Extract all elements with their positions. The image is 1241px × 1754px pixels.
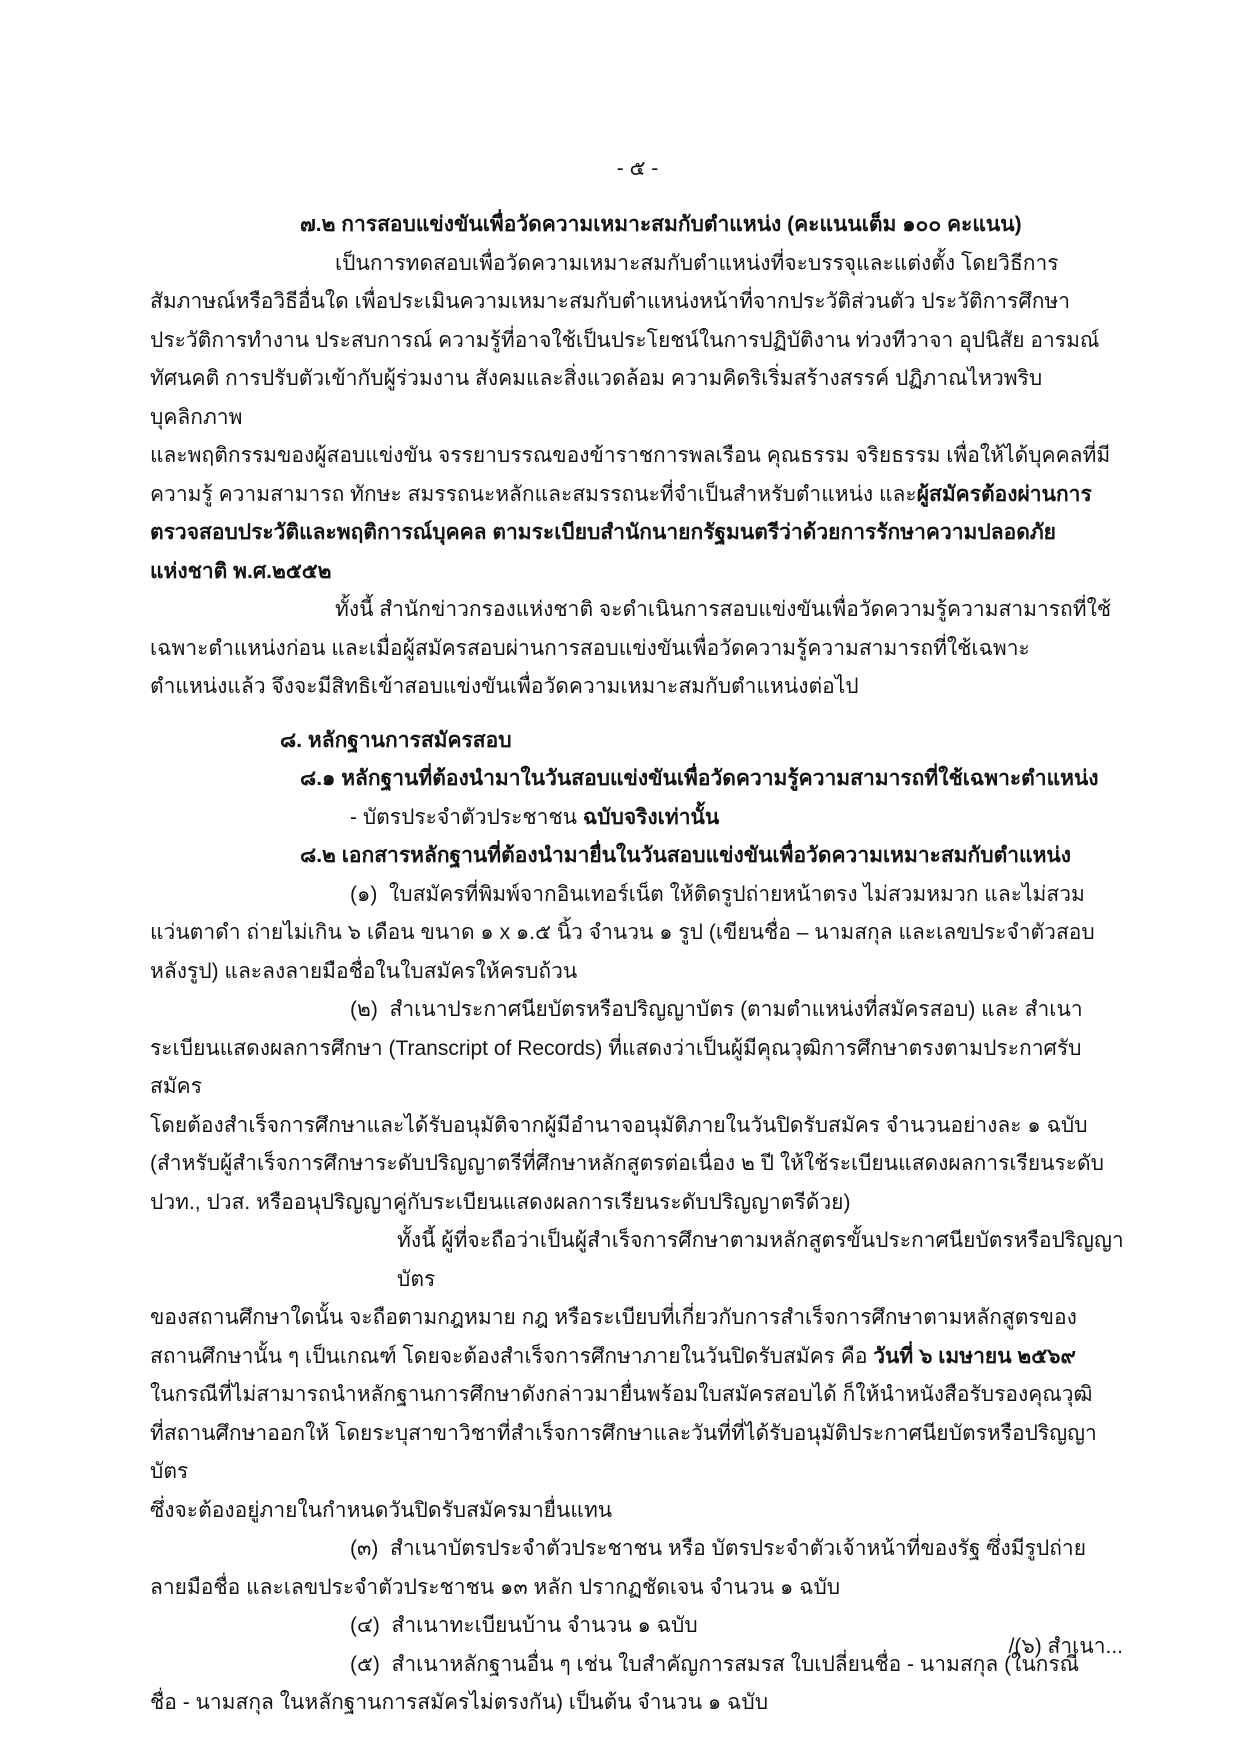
para-suitability-line: [150, 245, 1125, 284]
text-run: ประวัติการทำงาน ประสบการณ์ ความรู้ที่อาจใช้เป็นประโยชน์ในการปฏิบัติงาน ท่วงทีวาจา อุปนิสัย อารมณ์: [150, 328, 1100, 352]
item-4-line: [150, 1607, 1125, 1646]
item-3-line: [150, 1569, 1125, 1608]
bold-text-run: แห่งชาติ พ.ศ.๒๕๕๒: [150, 559, 332, 583]
id-card-line: [150, 799, 1125, 838]
item-5-line: [150, 1684, 1125, 1723]
para-suitability-line: [150, 283, 1125, 322]
text-run: ซึ่งจะต้องอยู่ภายในกำหนดวันปิดรับสมัครมายื่นแทน: [150, 1498, 613, 1522]
para-suitability-line: [150, 553, 1125, 592]
text-run: ทั้งนี้ สำนักข่าวกรองแห่งชาติ จะดำเนินการสอบแข่งขันเพื่อวัดความรู้ความสามารถที่ใช้: [335, 598, 1112, 621]
text-run: สัมภาษณ์หรือวิธีอื่นใด เพื่อประเมินความเหมาะสมกับตำแหน่งหน้าที่จากประวัติส่วนตัว ประวัติการศึกษา: [150, 290, 1071, 313]
text-run: (๕) สำเนาหลักฐานอื่น ๆ เช่น ใบสำคัญการสมรส ใบเปลี่ยนชื่อ - นามสกุล (ในกรณี: [350, 1652, 1080, 1676]
document-body: [150, 206, 1125, 1723]
para-graduation-line: [150, 1492, 1125, 1531]
para-graduation-line: [150, 1338, 1125, 1377]
para-order-line: [150, 668, 1125, 707]
text-run: ชื่อ - นามสกุล ในหลักฐานการสมัครไม่ตรงกัน) เป็นต้น จำนวน ๑ ฉบับ: [150, 1691, 769, 1714]
para-suitability-line: [150, 514, 1125, 553]
document-content: [150, 150, 1125, 1723]
text-run: ปวท., ปวส. หรืออนุปริญญาคู่กับระเบียนแสดงผลการเรียนระดับปริญญาตรีด้วย): [150, 1190, 851, 1214]
text-run: โดยต้องสำเร็จการศึกษาและได้รับอนุมัติจากผู้มีอำนาจอนุมัติภายในวันปิดรับสมัคร จำนวนอย่างละ ๑ ฉบับ: [150, 1113, 1088, 1137]
item-5-line: [150, 1646, 1125, 1685]
para-order-line: [150, 630, 1125, 669]
heading-8: [150, 722, 1125, 761]
bold-text-run: ๗.๒ การสอบแข่งขันเพื่อวัดความเหมาะสมกับตำแหน่ง (คะแนนเต็ม ๑๐๐ คะแนน): [300, 213, 1022, 236]
item-2-line: [150, 991, 1125, 1030]
text-run: ทัศนคติ การปรับตัวเข้ากับผู้ร่วมงาน สังคมและสิ่งแวดล้อม ความคิดริเริ่มสร้างสรรค์ ปฏิภาณไหวพริบ บุคลิกภาพ: [150, 367, 1049, 429]
text-run: - บัตรประจำตัวประชาชน: [350, 805, 583, 829]
para-order-line: [150, 591, 1125, 630]
item-2-line: [150, 1030, 1125, 1107]
heading-8-2: [150, 837, 1125, 876]
text-run: ของสถานศึกษาใดนั้น จะถือตามกฎหมาย กฎ หรือระเบียบที่เกี่ยวกับการสำเร็จการศึกษาตามหลักสูตรของ: [150, 1306, 1077, 1329]
text-run: (๔) สำเนาทะเบียนบ้าน จำนวน ๑ ฉบับ: [350, 1614, 698, 1637]
bold-text-run: วันที่ ๖ เมษายน ๒๕๖๙: [873, 1344, 1076, 1368]
para-suitability-line: [150, 322, 1125, 361]
text-run: (๒) สำเนาประกาศนียบัตรหรือปริญญาบัตร (ตามตำแหน่งที่สมัครสอบ) และ สำเนา: [350, 998, 1083, 1021]
text-run: ระเบียนแสดงผลการศึกษา (Transcript of Records) ที่แสดงว่าเป็นผู้มีคุณวุฒิการศึกษาตรงตามประกาศรับสมัคร: [150, 1036, 1082, 1098]
item-2-line: [150, 1184, 1125, 1223]
text-run: (๑) ใบสมัครที่พิมพ์จากอินเทอร์เน็ต ให้ติดรูปถ่ายหน้าตรง ไม่สวมหมวก และไม่สวม: [350, 882, 1085, 906]
item-1-line: [150, 953, 1125, 992]
page-footer-continuation: /(๖) สำเนา...: [1008, 1635, 1123, 1658]
text-run: (๓) สำเนาบัตรประจำตัวประชาชน หรือ บัตรประจำตัวเจ้าหน้าที่ของรัฐ ซึ่งมีรูปถ่าย: [350, 1537, 1087, 1560]
text-run: ความรู้ ความสามารถ ทักษะ สมรรถนะหลักและสมรรถนะที่จำเป็นสำหรับตำแหน่ง และ: [150, 482, 917, 506]
text-run: (สำหรับผู้สำเร็จการศึกษาระดับปริญญาตรีที่ศึกษาหลักสูตรต่อเนื่อง ๒ ปี ให้ใช้ระเบียนแสดงผลการเรียนระดับ: [150, 1152, 1105, 1175]
text-run: เฉพาะตำแหน่งก่อน และเมื่อผู้สมัครสอบผ่านการสอบแข่งขันเพื่อวัดความรู้ความสามารถที่ใช้เฉพาะ: [150, 636, 1030, 660]
text-run: สถานศึกษานั้น ๆ เป็นเกณฑ์ โดยจะต้องสำเร็จการศึกษาภายในวันปิดรับสมัคร คือ: [150, 1344, 874, 1368]
para-graduation-line: [150, 1299, 1125, 1338]
bold-text-run: ๘. หลักฐานการสมัครสอบ: [280, 728, 512, 752]
item-3-line: [150, 1530, 1125, 1569]
text-run: เป็นการทดสอบเพื่อวัดความเหมาะสมกับตำแหน่งที่จะบรรจุและแต่งตั้ง โดยวิธีการ: [335, 251, 1059, 275]
page-number: - ๕ -: [616, 157, 659, 180]
text-run: แว่นตาดำ ถ่ายไม่เกิน ๖ เดือน ขนาด ๑ x ๑.๕ นิ้ว จำนวน ๑ รูป (เขียนชื่อ – นามสกุล และเลขประจำตัวสอบ: [150, 921, 1095, 944]
para-suitability-line: [150, 437, 1125, 476]
item-2-line: [150, 1145, 1125, 1184]
para-suitability-line: [150, 360, 1125, 437]
text-run: ทั้งนี้ ผู้ที่จะถือว่าเป็นผู้สำเร็จการศึกษาตามหลักสูตรขั้นประกาศนียบัตรหรือปริญญาบัตร: [397, 1229, 1124, 1291]
para-graduation-line: [150, 1222, 1125, 1299]
text-run: ที่สถานศึกษาออกให้ โดยระบุสาขาวิชาที่สำเร็จการศึกษาและวันที่ที่ได้รับอนุมัติประกาศนียบัตรหรือปริญญาบัตร: [150, 1421, 1097, 1483]
bold-text-run: ผู้สมัครต้องผ่านการ: [916, 482, 1092, 506]
text-run: ลายมือชื่อ และเลขประจำตัวประชาชน ๑๓ หลัก ปรากฏชัดเจน จำนวน ๑ ฉบับ: [150, 1575, 841, 1599]
bold-text-run: ฉบับจริงเท่านั้น: [582, 805, 720, 829]
bold-text-run: ตรวจสอบประวัติและพฤติการณ์บุคคล ตามระเบียบสำนักนายกรัฐมนตรีว่าด้วยการรักษาความปลอดภัย: [150, 521, 1056, 544]
text-run: และพฤติกรรมของผู้สอบแข่งขัน จรรยาบรรณของข้าราชการพลเรือน คุณธรรม จริยธรรม เพื่อให้ได้บุคคลที่มี: [150, 444, 1111, 467]
text-run: ตำแหน่งแล้ว จึงจะมีสิทธิเข้าสอบแข่งขันเพื่อวัดความเหมาะสมกับตำแหน่งต่อไป: [150, 675, 859, 698]
item-1-line: [150, 876, 1125, 915]
text-run: ในกรณีที่ไม่สามารถนำหลักฐานการศึกษาดังกล่าวมายื่นพร้อมใบสมัครสอบได้ ก็ให้นำหนังสือรับรองคุณวุฒิ: [150, 1383, 1093, 1406]
heading-7-2: [150, 206, 1125, 245]
para-suitability-line: [150, 476, 1125, 515]
heading-8-1: [150, 760, 1125, 799]
bold-text-run: ๘.๑ หลักฐานที่ต้องนำมาในวันสอบแข่งขันเพื่อวัดความรู้ความสามารถที่ใช้เฉพาะตำแหน่ง: [300, 767, 1099, 790]
bold-text-run: ๘.๒ เอกสารหลักฐานที่ต้องนำมายื่นในวันสอบแข่งขันเพื่อวัดความเหมาะสมกับตำแหน่ง: [300, 844, 1072, 867]
para-graduation-line: [150, 1415, 1125, 1492]
text-run: หลังรูป) และลงลายมือชื่อในใบสมัครให้ครบถ้วน: [150, 959, 578, 983]
item-2-line: [150, 1107, 1125, 1146]
para-graduation-line: [150, 1376, 1125, 1415]
item-1-line: [150, 914, 1125, 953]
